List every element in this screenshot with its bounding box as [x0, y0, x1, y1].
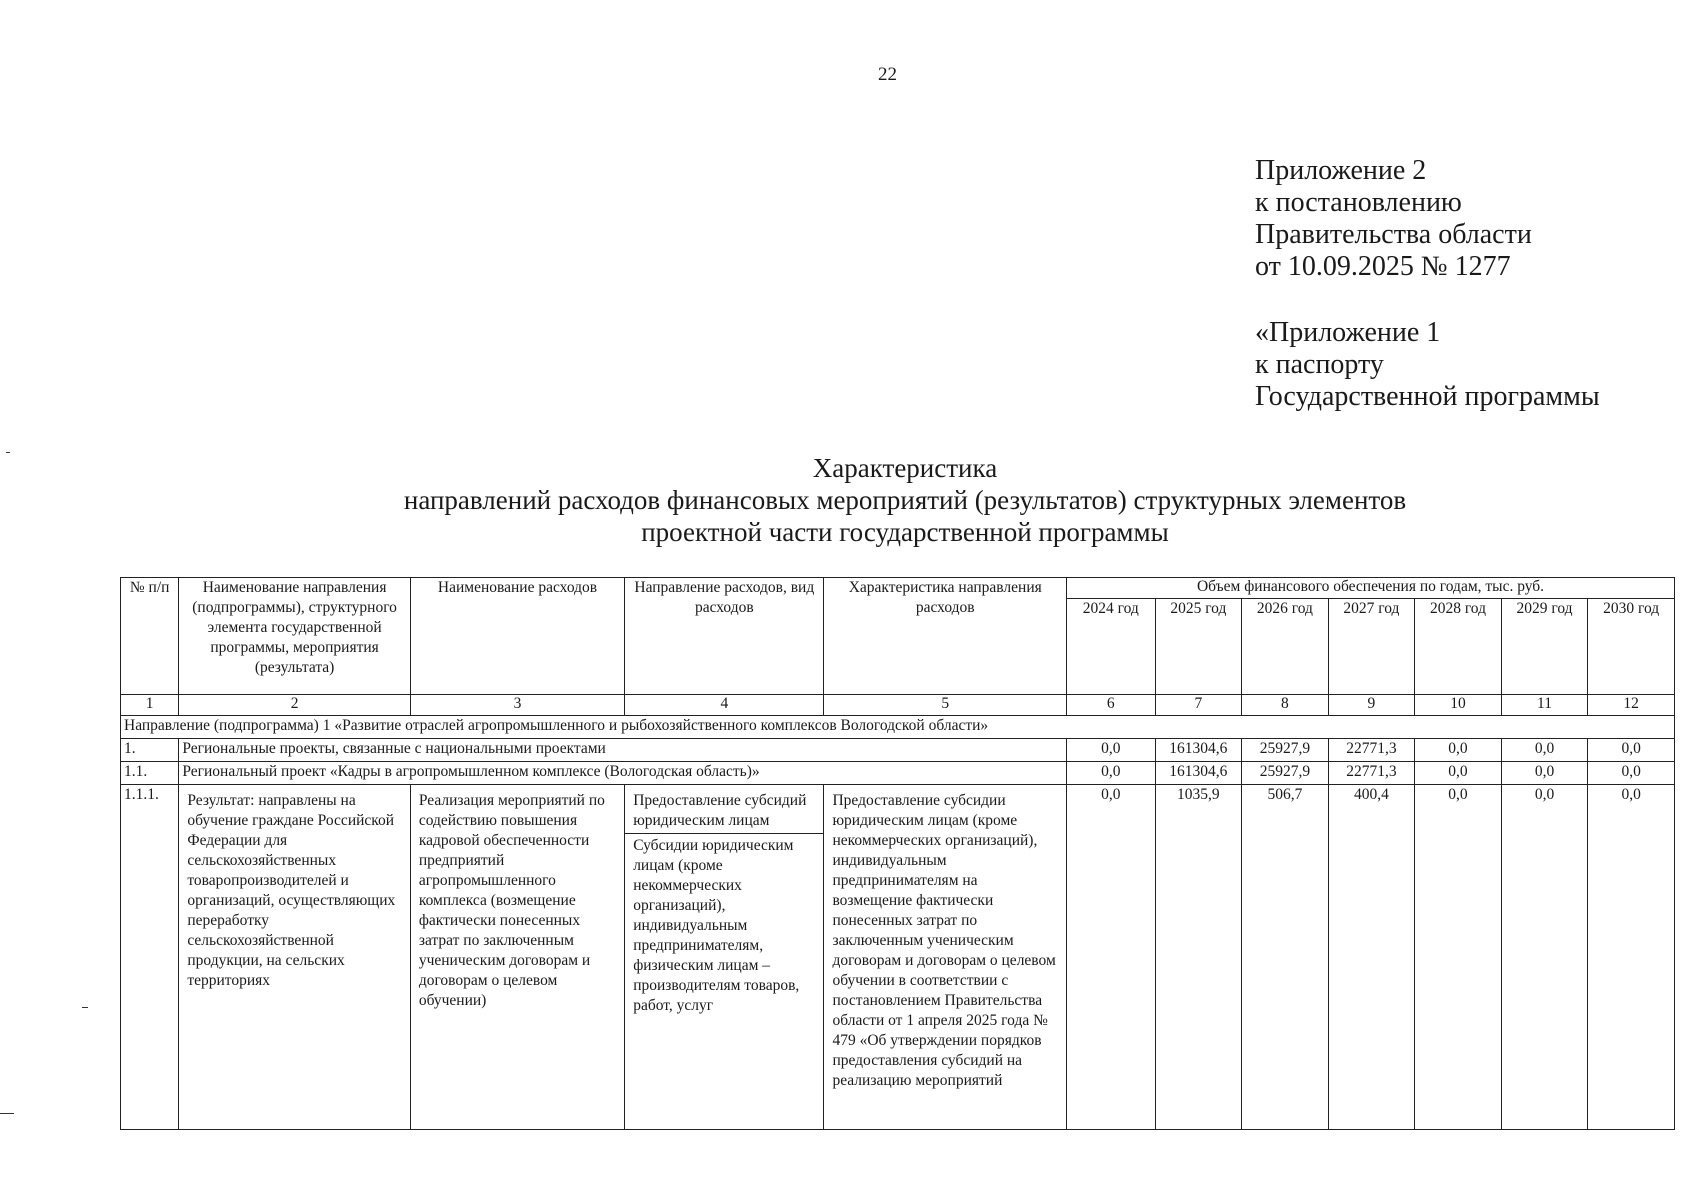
document-title [355, 452, 1455, 548]
appendix-quote-line: Государственной программы [1255, 381, 1600, 412]
row-value: 22771,3 [1328, 762, 1415, 785]
page-number: 22 [878, 64, 897, 85]
column-number: 3 [410, 695, 624, 716]
appendix-main-block [1255, 155, 1532, 283]
row-value: 161304,6 [1155, 739, 1242, 762]
scan-edge-mark [82, 1007, 88, 1008]
table-row-detail [121, 785, 1675, 1130]
column-number-row [121, 695, 1675, 716]
column-number: 7 [1155, 695, 1242, 716]
header-num: № п/п [121, 578, 179, 695]
row-value: 22771,3 [1328, 739, 1415, 762]
header-funding-group: Объем финансового обеспечения по годам, тыс. руб. [1067, 578, 1675, 599]
header-expense-name: Наименование расходов [410, 578, 624, 695]
appendix-quote-line: «Приложение 1 [1255, 317, 1441, 348]
row-value: 400,4 [1328, 785, 1415, 1130]
row-num: 1. [121, 739, 179, 762]
row-value: 0,0 [1501, 762, 1588, 785]
scan-edge-mark [6, 452, 10, 453]
direction-row [121, 716, 1675, 739]
header-year: 2030 год [1588, 599, 1675, 695]
expense-type: Субсидии юридическим лицам (кроме некоммерческих организаций), индивидуальным предпринимателям, физическим лицам – производителям товаров, работ, услуг [633, 837, 800, 1014]
row-value: 0,0 [1501, 785, 1588, 1130]
row-value: 0,0 [1588, 739, 1675, 762]
finance-table [120, 577, 1675, 1130]
expense-name: Реализация мероприятий по содействию повышения кадровой обеспеченности предприятий агропромышленного комплекса (возмещение фактически понесенных затрат по заключенным ученическим договорам и договорам о целевом обучении) [410, 785, 624, 1130]
column-number: 6 [1067, 695, 1156, 716]
expense-characteristic: Предоставление субсидии юридическим лицам (кроме некоммерческих организаций), индивидуальным предпринимателям на возмещение фактически понесенных затрат по заключенным ученическим договорам и договорам о целевом обучении в соответствии с постановлением Правительства области от 1 апреля 2025 года № 479 «Об утверждении порядков предоставления субсидий на реализацию мероприятий [824, 785, 1067, 1130]
row-value: 161304,6 [1155, 762, 1242, 785]
header-characteristic: Характеристика направления расходов [824, 578, 1067, 695]
row-value: 25927,9 [1242, 762, 1329, 785]
header-direction-name: Наименование направления (подпрограммы), структурного элемента государственной программы, мероприятия (результата) [179, 578, 410, 695]
row-value: 0,0 [1067, 739, 1156, 762]
table-header-row [121, 578, 1675, 599]
header-year: 2024 год [1067, 599, 1156, 695]
header-expense-direction: Направление расходов, вид расходов [625, 578, 824, 695]
header-year: 2028 год [1415, 599, 1502, 695]
row-value: 1035,9 [1155, 785, 1242, 1130]
row-num: 1.1.1. [121, 785, 179, 1130]
row-value: 0,0 [1415, 762, 1502, 785]
row-value: 0,0 [1588, 785, 1675, 1130]
header-year: 2025 год [1155, 599, 1242, 695]
row-value: 0,0 [1501, 739, 1588, 762]
appendix-quote-line: к паспорту [1255, 349, 1384, 380]
appendix-main-line: к постановлению [1255, 187, 1462, 218]
column-number: 4 [625, 695, 824, 716]
row-value: 0,0 [1067, 785, 1156, 1130]
row-value: 0,0 [1415, 739, 1502, 762]
appendix-main-line: от 10.09.2025 № 1277 [1255, 251, 1511, 282]
row-value: 0,0 [1588, 762, 1675, 785]
title-line: направлений расходов финансовых мероприятий (результатов) структурных элементов [403, 485, 1407, 515]
column-number: 2 [179, 695, 410, 716]
appendix-main-line: Приложение 2 [1255, 155, 1427, 186]
scan-edge-mark [0, 1113, 14, 1114]
column-number: 8 [1242, 695, 1329, 716]
table-row [121, 739, 1675, 762]
result-description: Результат: направлены на обучение граждане Российской Федерации для сельскохозяйственных товаропроизводителей и организаций, осуществляющих переработку сельскохозяйственной продукции, на сельских территориях [179, 785, 410, 1130]
header-year: 2026 год [1242, 599, 1329, 695]
row-value: 506,7 [1242, 785, 1329, 1130]
finance-table-container [120, 577, 1675, 1130]
column-number: 9 [1328, 695, 1415, 716]
direction-title: Направление (подпрограмма) 1 «Развитие отраслей агропромышленного и рыбохозяйственного комплексов Вологодской области» [121, 716, 1675, 739]
column-number: 10 [1415, 695, 1502, 716]
column-number: 12 [1588, 695, 1675, 716]
row-name: Региональный проект «Кадры в агропромышленном комплексе (Вологодская область)» [179, 762, 1067, 785]
header-year: 2029 год [1501, 599, 1588, 695]
header-year: 2027 год [1328, 599, 1415, 695]
column-number: 1 [121, 695, 179, 716]
row-name: Региональные проекты, связанные с национальными проектами [179, 739, 1067, 762]
row-value: 0,0 [1415, 785, 1502, 1130]
appendix-quote-block [1255, 317, 1600, 413]
appendix-main-line: Правительства области [1255, 219, 1532, 250]
row-num: 1.1. [121, 762, 179, 785]
expense-direction: Предоставление субсидий юридическим лицам [625, 791, 823, 834]
table-row [121, 762, 1675, 785]
column-number: 5 [824, 695, 1067, 716]
row-value: 25927,9 [1242, 739, 1329, 762]
title-line: проектной части государственной программы [641, 517, 1169, 547]
expense-direction-cell [625, 785, 824, 1130]
row-value: 0,0 [1067, 762, 1156, 785]
column-number: 11 [1501, 695, 1588, 716]
title-line: Характеристика [812, 453, 998, 483]
